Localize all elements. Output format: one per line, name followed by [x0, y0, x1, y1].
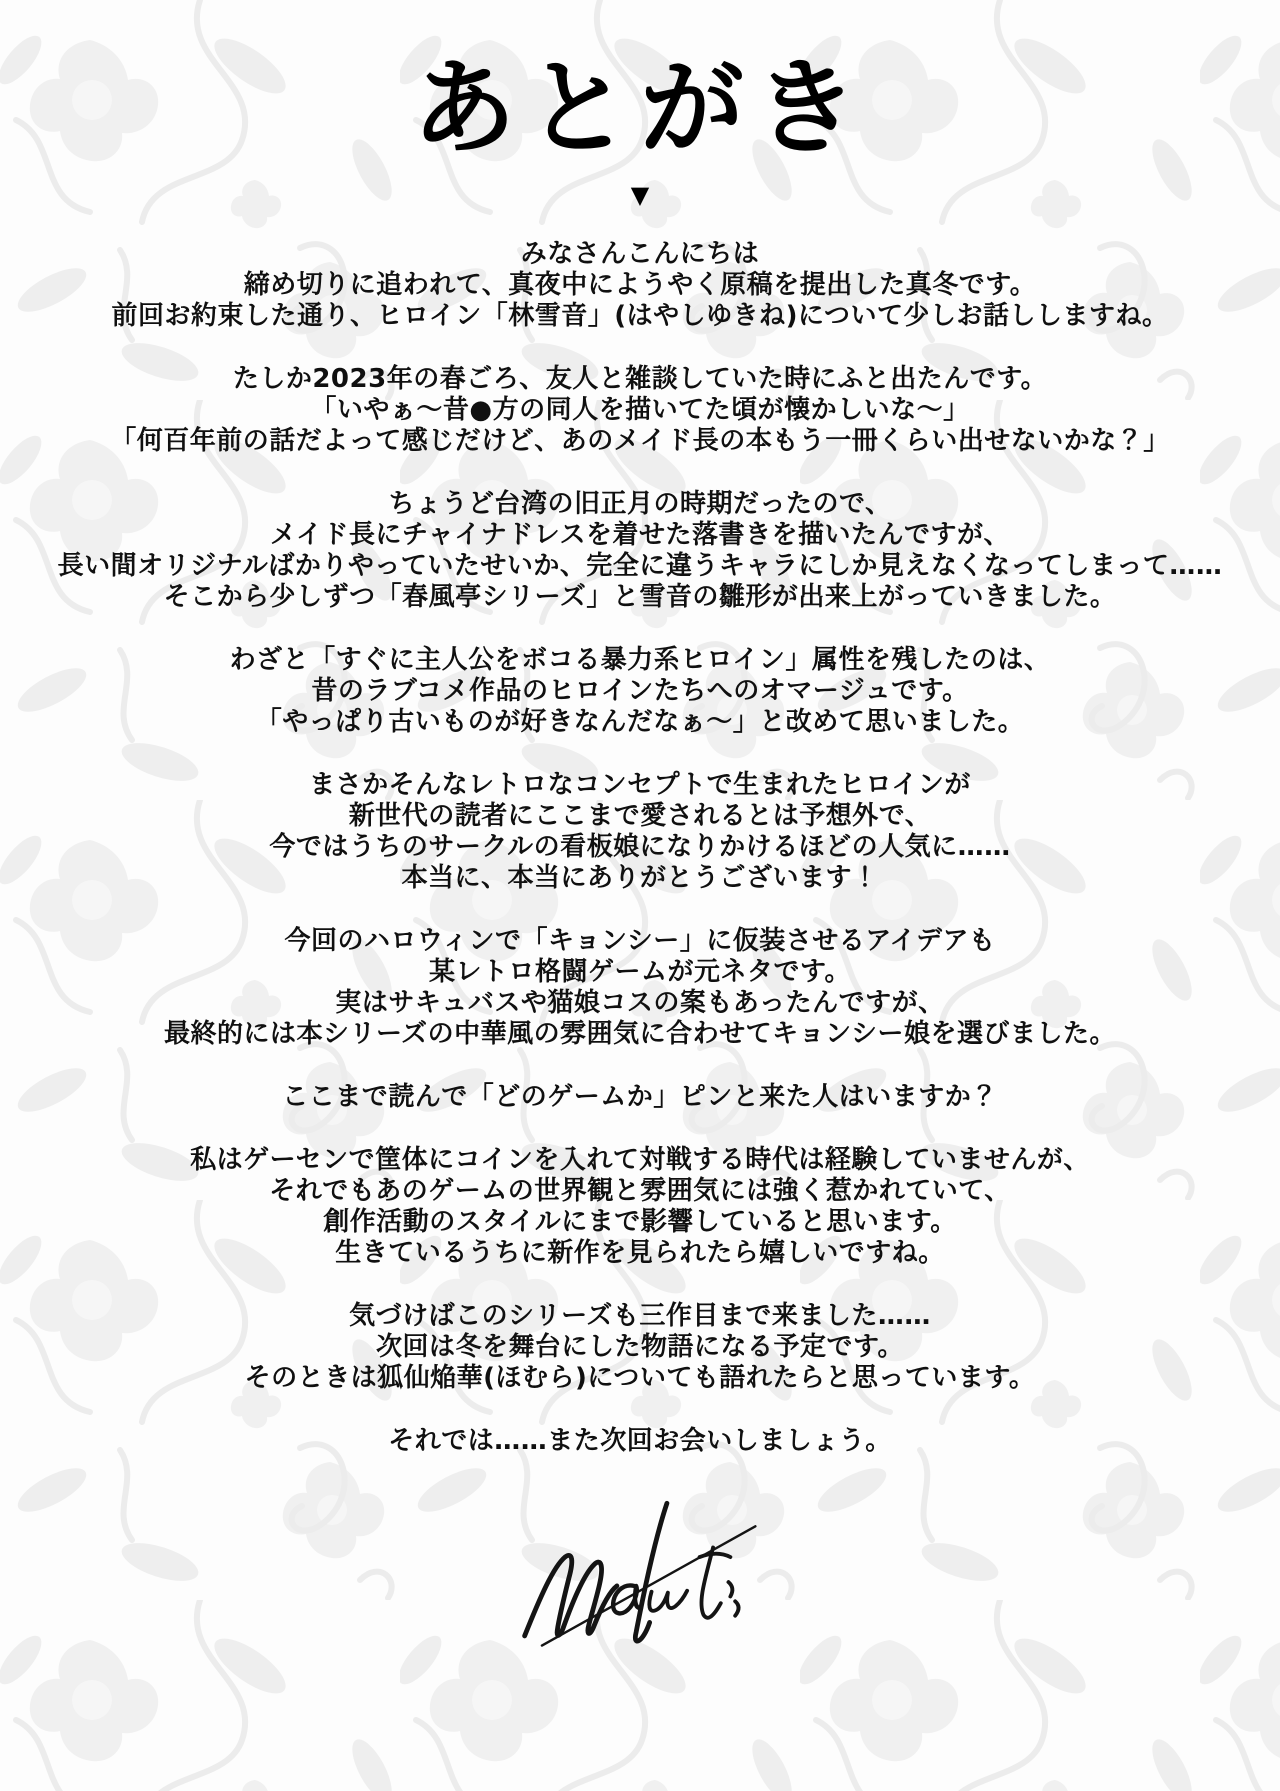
paragraph-next-volume	[20, 1301, 1260, 1394]
text-line: 生きているうちに新作を見られたら嬉しいですね。	[335, 1237, 945, 1268]
text-line: 前回お約束した通り、ヒロイン「林雪音」(はやしゆきね)について少しお話ししますね。	[111, 300, 1169, 331]
paragraph-popularity	[20, 770, 1260, 894]
text-line: メイド長にチャイナドレスを着せた落書きを描いたんですが、	[270, 519, 1010, 550]
text-line: 某レトロ格闘ゲームが元ネタです。	[429, 956, 851, 987]
text-line: みなさんこんにちは	[520, 238, 760, 269]
text-line: それでもあのゲームの世界観と雰囲気には強く惹かれていて、	[269, 1175, 1011, 1206]
text-line: ここまで読んで「どのゲームか」ピンと来た人はいますか？	[282, 1081, 998, 1112]
text-line: 実はサキュバスや猫娘コスの案もあったんですが、	[335, 987, 945, 1018]
paragraph-farewell	[20, 1426, 1260, 1457]
paragraph-lunar-newyear	[20, 489, 1260, 613]
text-line: 最終的には本シリーズの中華風の雰囲気に合わせてキョンシー娘を選びました。	[163, 1018, 1117, 1049]
text-line: それでは……また次回お会いしましょう。	[388, 1425, 892, 1456]
text-line: そのときは狐仙焔華(ほむら)についても語れたらと思っています。	[244, 1362, 1036, 1393]
text-line: たしか2023年の春ごろ、友人と雑談していた時にふと出たんです。	[232, 363, 1048, 394]
paragraph-origin-chat	[20, 364, 1260, 457]
text-line: 「何百年前の話だよって感じだけど、あのメイド長の本もう一冊くらい出せないかな？」	[110, 425, 1170, 456]
text-line: 「やっぱり古いものが好きなんだなぁ～」と改めて思いました。	[255, 706, 1025, 737]
text-line: 締め切りに追われて、真夜中にようやく原稿を提出した真冬です。	[243, 269, 1037, 300]
text-line: 私はゲーセンで筐体にコインを入れて対戦する時代は経験していませんが、	[190, 1144, 1090, 1175]
text-line: わざと「すぐに主人公をボコる暴力系ヒロイン」属性を残したのは、	[229, 644, 1051, 675]
paragraph-greeting	[20, 239, 1260, 332]
text-line: ちょうど台湾の旧正月の時期だったので、	[388, 488, 892, 519]
signature-icon	[515, 1489, 765, 1654]
paragraph-arcade-era	[20, 1145, 1260, 1269]
text-line: 長い間オリジナルばかりやっていたせいか、完全に違うキャラにしか見えなくなってしまって……	[57, 550, 1223, 581]
afterword-body	[0, 239, 1280, 1457]
text-line: 今ではうちのサークルの看板娘になりかけるほどの人気に……	[269, 831, 1011, 862]
text-line: 気づけばこのシリーズも三作目まで来ました……	[349, 1300, 931, 1331]
paragraph-halloween-costume	[20, 926, 1260, 1050]
page-title: あとがき	[411, 46, 868, 169]
text-line: 創作活動のスタイルにまで影響していると思います。	[323, 1206, 957, 1237]
down-triangle-icon: ▼	[630, 180, 650, 209]
text-line: 本当に、本当にありがとうございます！	[401, 862, 879, 893]
text-line: 昔のラブコメ作品のヒロインたちへのオマージュです。	[311, 675, 969, 706]
text-line: 今回のハロウィンで「キョンシー」に仮装させるアイデアも	[284, 925, 996, 956]
author-signature	[0, 1489, 1280, 1654]
paragraph-heroine-trait	[20, 645, 1260, 738]
text-line: 新世代の読者にここまで愛されるとは予想外で、	[348, 800, 932, 831]
paragraph-which-game	[20, 1082, 1260, 1113]
text-line: そこから少しずつ「春風亭シリーズ」と雪音の雛形が出来上がっていきました。	[163, 581, 1117, 612]
afterword-content	[0, 46, 1280, 1654]
text-line: まさかそんなレトロなコンセプトで生まれたヒロインが	[309, 769, 971, 800]
text-line: 「いやぁ～昔●方の同人を描いてた頃が懐かしいな～」	[310, 394, 970, 425]
text-line: 次回は冬を舞台にした物語になる予定です。	[376, 1331, 904, 1362]
